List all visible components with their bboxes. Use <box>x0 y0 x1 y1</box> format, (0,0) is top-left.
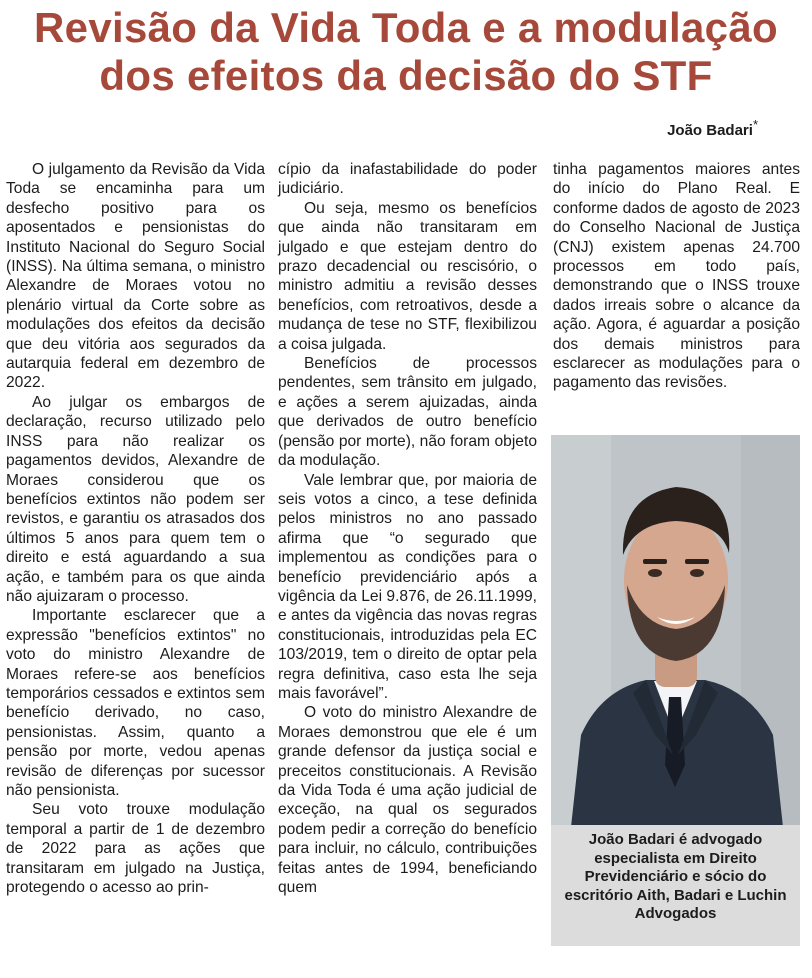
article-paragraph: Seu voto trouxe modulação temporal a partir de 1 de dezembro de 2022 para as ações que transitaram em julgado na Justiça, protegendo o acesso ao prin- <box>6 801 265 897</box>
article-paragraph: Benefícios de processos pendentes, sem trânsito em julgado, e ações a serem ajuizadas, ainda que derivados de outro benefício (pensão por morte), não foram objeto da modulação. <box>278 355 537 470</box>
author-portrait-illustration <box>551 435 800 827</box>
article-paragraph: tinha pagamentos maiores antes do início do Plano Real. E conforme dados de agosto de 2023 do Conselho Nacional de Justiça (CNJ) existem apenas 24.700 processos em todo país, demonstrando que o INSS trouxe dados irreais sobre o alcance da ação. Agora, é aguardar a posição dos demais ministros para esclarecer as modulações para o pagamento das revisões. <box>553 161 800 392</box>
author-name: João Badari <box>667 122 753 139</box>
article-paragraph: Ao julgar os embargos de declaração, recurso utilizado pelo INSS para não realizar os pagamentos devidos, Alexandre de Moraes considerou que os benefícios extintos não podem ser revistos, e garantiu os atrasados dos últimos 5 anos para quem tem o direito e está aguardando a sua ação, e também para os que ainda não ajuizaram o processo. <box>6 393 265 605</box>
article-paragraph: cípio da inafastabilidade do poder judiciário. <box>278 161 537 198</box>
article-paragraph: O julgamento da Revisão da Vida Toda se encaminha para um desfecho positivo para os aposentados e pensionistas do Instituto Nacional do Seguro Social (INSS). Na última semana, o ministro Alexandre de Moraes votou no plenário virtual da Corte sobre as modulações dos efeitos da decisão que deu vitória aos segurados da autarquia federal em dezembro de 2022. <box>6 161 265 392</box>
article-paragraph: Vale lembrar que, por maioria de seis votos a cinco, a tese definida pelos ministros no ano passado afirma que “o segurado que implementou as condições para o benefício previdenciário após a vigência da Lei 9.876, de 26.11.1999, e antes da vigência das novas regras constitucionais, introduzidas pela EC 103/2019, tem o direito de optar pela regra definitiva, caso esta lhe seja mais favorável”. <box>278 471 537 702</box>
author-byline <box>667 117 758 139</box>
article-title: Revisão da Vida Toda e a modulação dos efeitos da decisão do STF <box>34 4 778 99</box>
article-column-2 <box>278 160 537 897</box>
article-paragraph: Importante esclarecer que a expressão "benefícios extintos" no voto do ministro Alexandre de Moraes refere-se aos benefícios temporários cessados e extintos sem benefício derivado, no caso, pensionistas. Assim, quanto a pensão por morte, vedou apenas revisão de diferenças por sucessor não pensionista. <box>6 607 265 799</box>
article-paragraph: O voto do ministro Alexandre de Moraes demonstrou que ele é um grande defensor da justiça social e preceitos constitucionais. A Revisão da Vida Toda é uma ação judicial de exceção, na qual os segurados podem pedir a correção do benefício para incluir, no cálculo, contribuições feitas antes de 1994, beneficiando quem <box>278 704 537 897</box>
article-paragraph: Ou seja, mesmo os benefícios que ainda não transitaram em julgado e que estejam dentro do prazo decadencial ou rescisório, o ministro admitiu a revisão desses benefícios, com retroativos, desde a mudança de tese no STF, flexibilizou a coisa julgada. <box>278 199 537 353</box>
photo-caption: João Badari é advogado especialista em Direito Previdenciário e sócio do escritório Aith, Badari e Luchin Advogados <box>551 825 800 946</box>
author-footnote-mark: * <box>752 117 758 132</box>
author-photo <box>551 433 800 827</box>
article-column-1 <box>6 160 265 897</box>
article-column-3 <box>553 160 800 393</box>
